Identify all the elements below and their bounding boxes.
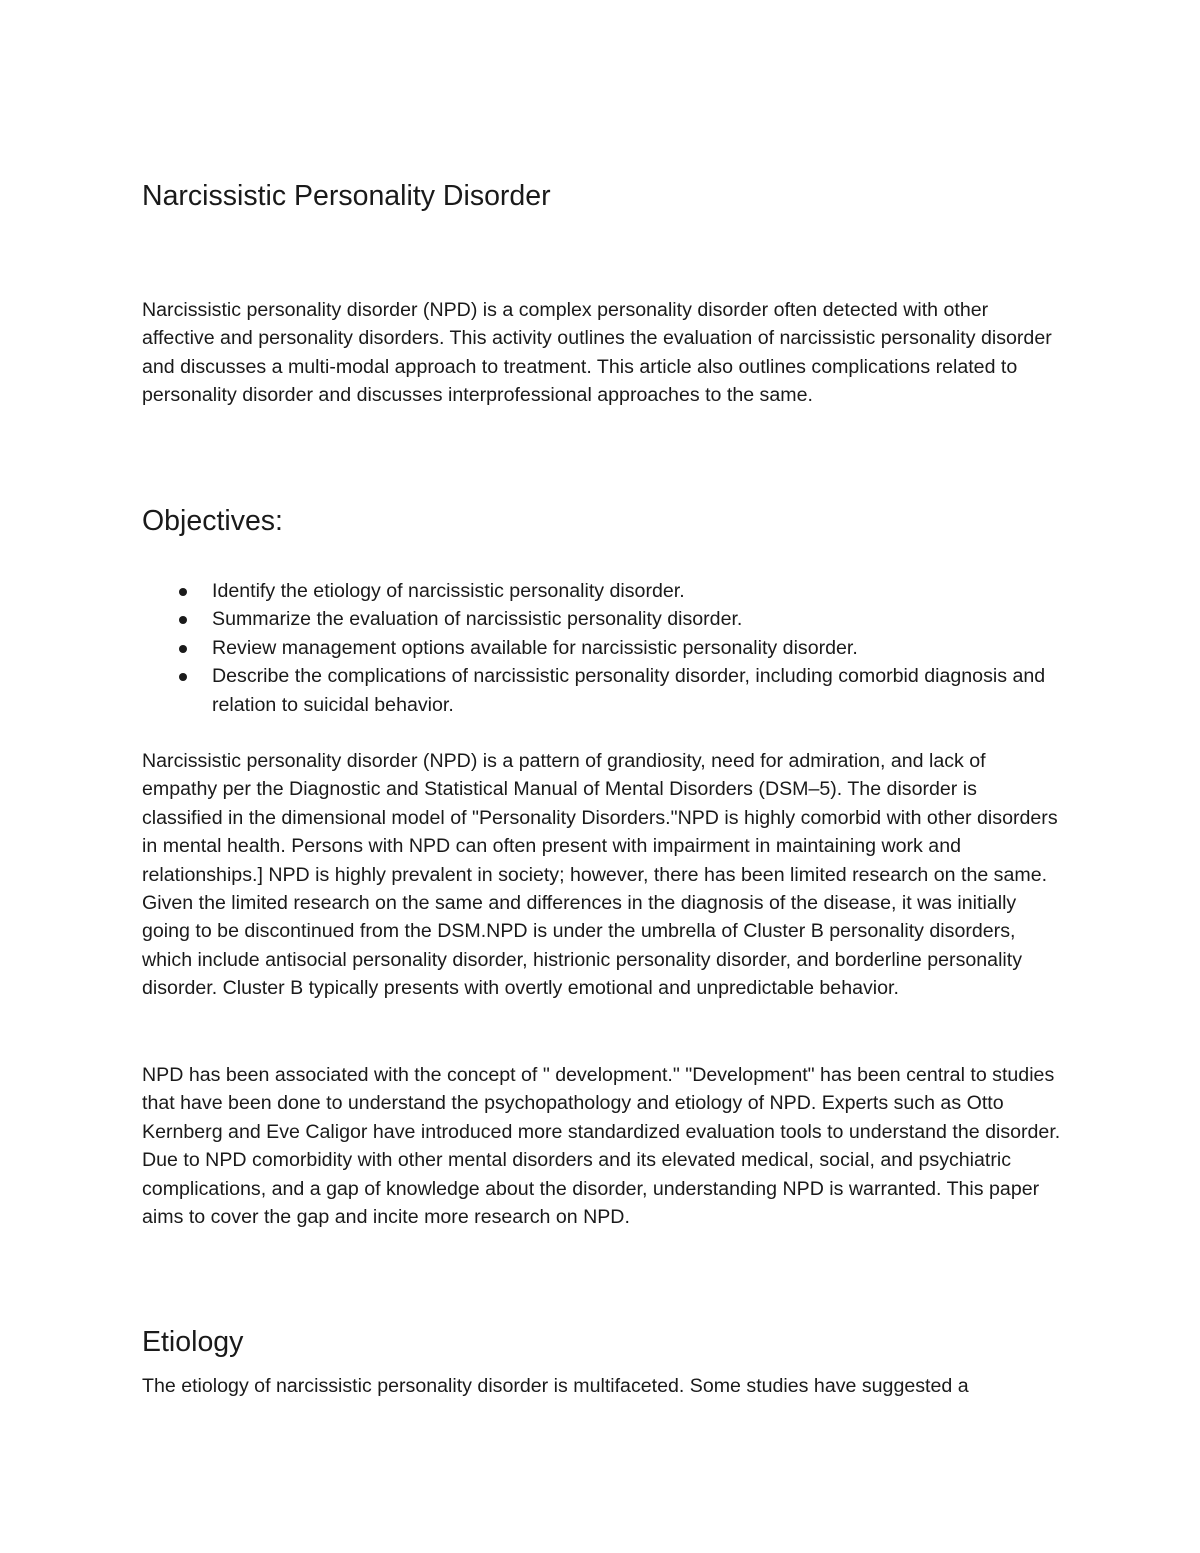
list-item-text: Describe the complications of narcissistic personality disorder, including comorbid diagnosis and relation to suicidal behavior. [212, 665, 1046, 716]
list-item [142, 662, 1062, 719]
objectives-heading: Objectives: [142, 505, 283, 537]
bullet-icon [179, 673, 187, 681]
body-paragraph-1: Narcissistic personality disorder (NPD) is a pattern of grandiosity, need for admiration, and lack of empathy per the Diagnostic and Statistical Manual of Mental Disorders (DSM–5). The disorder is classified in the dimensional model of "Personality Disorders."NPD is highly comorbid with other disorders in mental health. Persons with NPD can often present with impairment in maintaining work and relationships.] NPD is highly prevalent in society; however, there has been limited research on the same. Given the limited research on the same and differences in the diagnosis of the disease, it was initially going to be discontinued from the DSM.NPD is under the umbrella of Cluster B personality disorders, which include antisocial personality disorder, histrionic personality disorder, and borderline personality disorder. Cluster B typically presents with overtly emotional and unpredictable behavior. [142, 750, 1058, 1000]
bullet-icon [179, 645, 187, 653]
list-item [142, 577, 1062, 605]
etiology-paragraph: The etiology of narcissistic personality disorder is multifaceted. Some studies have suggested a [142, 1375, 969, 1397]
list-item [142, 605, 1062, 633]
objectives-list [142, 577, 1062, 719]
list-item-text: Review management options available for narcissistic personality disorder. [212, 636, 858, 659]
bullet-icon [179, 588, 187, 596]
intro-paragraph: Narcissistic personality disorder (NPD) is a complex personality disorder often detected with other affective and personality disorders. This activity outlines the evaluation of narcissistic personality disorder and discusses a multi-modal approach to treatment. This article also outlines complications related to personality disorder and discusses interprofessional approaches to the same. [142, 299, 1052, 407]
list-item-text: Summarize the evaluation of narcissistic personality disorder. [212, 608, 743, 631]
etiology-heading: Etiology [142, 1326, 244, 1358]
list-item [142, 634, 1062, 662]
body-paragraph-2: NPD has been associated with the concept of " development." "Development" has been central to studies that have been done to understand the psychopathology and etiology of NPD. Experts such as Otto Kernberg and Eve Caligor have introduced more standardized evaluation tools to understand the disorder. Due to NPD comorbidity with other mental disorders and its elevated medical, social, and psychiatric complications, and a gap of knowledge about the disorder, understanding NPD is warranted. This paper aims to cover the gap and incite more research on NPD. [142, 1064, 1061, 1229]
list-item-text: Identify the etiology of narcissistic personality disorder. [212, 580, 685, 602]
document-title: Narcissistic Personality Disorder [142, 180, 551, 212]
bullet-icon [179, 616, 187, 624]
